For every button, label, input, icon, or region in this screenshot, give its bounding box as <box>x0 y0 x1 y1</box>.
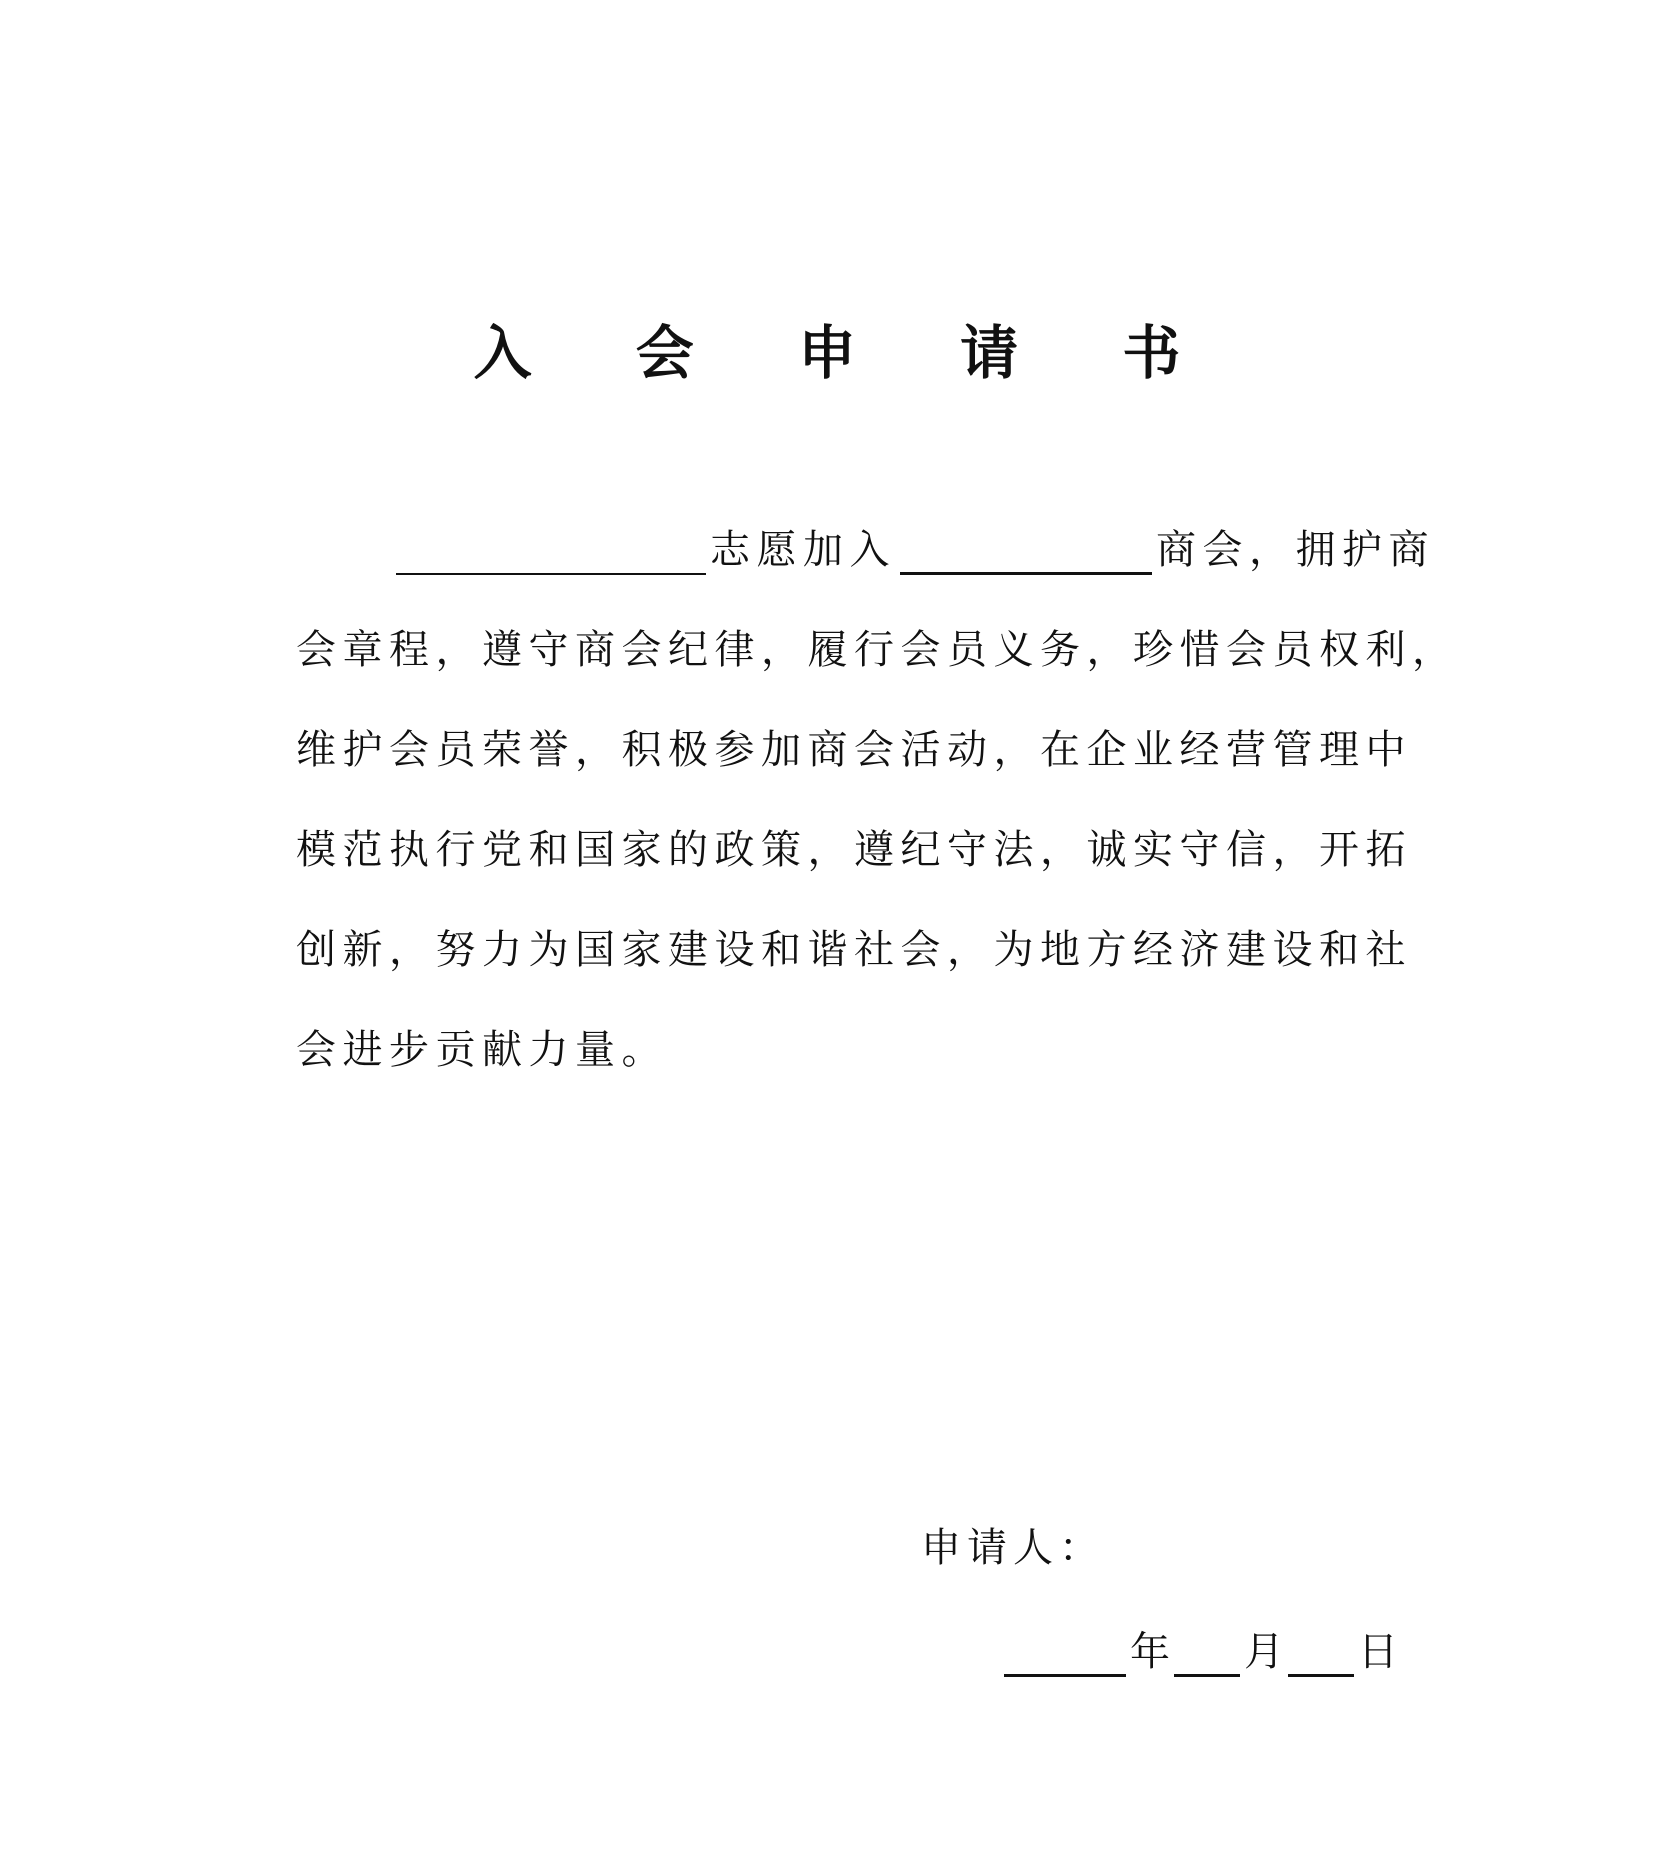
body-line-5: 创新，努力为国家建设和谐社会，为地方经济建设和社 <box>296 927 1412 973</box>
day-label: 日 <box>1358 1629 1398 1675</box>
body-line-2: 会章程，遵守商会纪律，履行会员义务，珍惜会员权利， <box>296 627 1459 673</box>
body-line-6: 会进步贡献力量。 <box>296 1027 668 1073</box>
month-blank[interactable] <box>1174 1630 1240 1677</box>
applicant-name-blank[interactable] <box>396 527 706 575</box>
chamber-name-blank[interactable] <box>900 526 1152 575</box>
document-title: 入 会 申 请 书 <box>473 319 1223 387</box>
month-label: 月 <box>1244 1629 1284 1675</box>
body-line-1 <box>296 525 1436 575</box>
date-line <box>1004 1627 1398 1677</box>
join-text: 志愿加入 <box>710 527 896 573</box>
body-line-3: 维护会员荣誉，积极参加商会活动，在企业经营管理中 <box>296 727 1412 773</box>
year-label: 年 <box>1130 1629 1170 1675</box>
applicant-label: 申请人： <box>921 1525 1105 1571</box>
day-blank[interactable] <box>1288 1630 1354 1677</box>
year-blank[interactable] <box>1004 1630 1126 1677</box>
body-line-4: 模范执行党和国家的政策，遵纪守法，诚实守信，开拓 <box>296 827 1412 873</box>
line1-rest-text: 商会，拥护商 <box>1156 527 1435 573</box>
